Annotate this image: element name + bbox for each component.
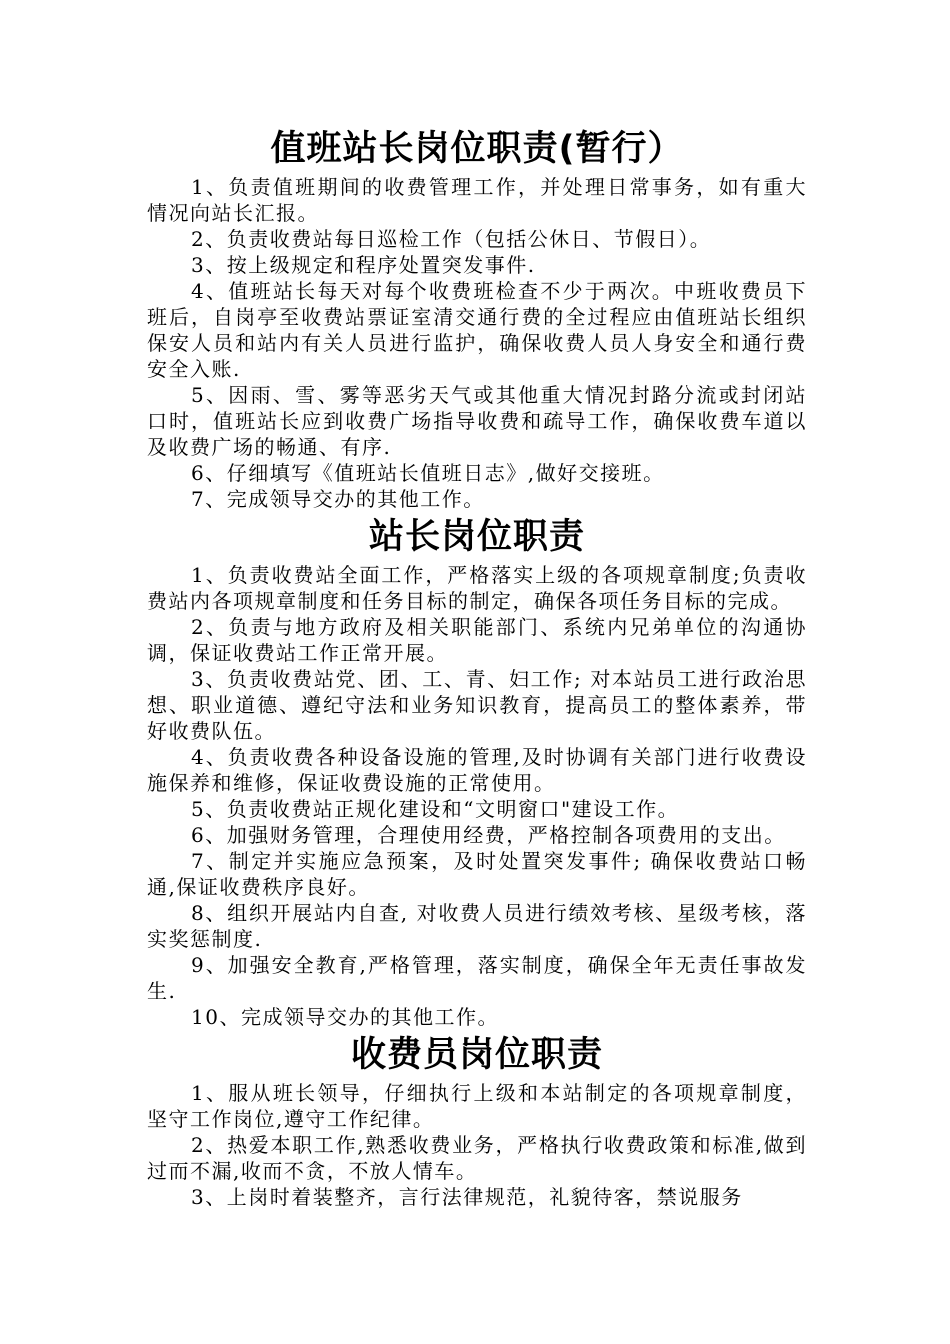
duty-item: 1、负责值班期间的收费管理工作，并处理日常事务，如有重大情况向站长汇报。 bbox=[147, 175, 807, 225]
duty-item: 5、负责收费站正规化建设和“文明窗口"建设工作。 bbox=[191, 797, 680, 821]
duty-item: 3、上岗时着装整齐，言行法律规范，礼貌待客，禁说服务 bbox=[191, 1185, 743, 1209]
section-toll-collector bbox=[147, 1030, 807, 1210]
duty-item: 3、按上级规定和程序处置突发事件. bbox=[191, 253, 536, 277]
duty-item: 1、负责收费站全面工作，严格落实上级的各项规章制度;负责收费站内各项规章制度和任务目标的制定，确保各项任务目标的完成。 bbox=[147, 563, 807, 613]
duty-item: 2、负责与地方政府及相关职能部门、系统内兄弟单位的沟通协调，保证收费站工作正常开展。 bbox=[147, 615, 807, 665]
duty-item: 1、服从班长领导，仔细执行上级和本站制定的各项规章制度，坚守工作岗位,遵守工作纪律。 bbox=[147, 1081, 807, 1131]
section-title: 站长岗位职责 bbox=[368, 517, 585, 557]
duty-item: 2、负责收费站每日巡检工作（包括公休日、节假日）。 bbox=[191, 227, 712, 251]
duty-item: 6、加强财务管理，合理使用经费，严格控制各项费用的支出。 bbox=[191, 823, 786, 847]
document-page bbox=[147, 124, 807, 1210]
duty-item: 4、负责收费各种设备设施的管理,及时协调有关部门进行收费设施保养和维修，保证收费设施的正常使用。 bbox=[147, 745, 807, 795]
duty-item: 7、制定并实施应急预案，及时处置突发事件; 确保收费站口畅通,保证收费秩序良好。 bbox=[147, 849, 807, 899]
duty-item: 10、完成领导交办的其他工作。 bbox=[191, 1005, 499, 1029]
section-title: 收费员岗位职责 bbox=[350, 1035, 603, 1075]
duty-item: 3、负责收费站党、团、工、青、妇工作; 对本站员工进行政治思想、职业道德、遵纪守法和业务知识教育，提高员工的整体素养，带好收费队伍。 bbox=[147, 667, 807, 743]
section-title: 值班站长岗位职责(暂行） bbox=[270, 129, 684, 169]
section-stationmaster bbox=[147, 512, 807, 1030]
duty-item: 6、仔细填写《值班站长值班日志》,做好交接班。 bbox=[191, 461, 665, 485]
duty-item: 7、完成领导交办的其他工作。 bbox=[191, 487, 485, 511]
duty-item: 2、热爱本职工作,熟悉收费业务，严格执行收费政策和标准,做到过而不漏,收而不贪，不放人情车。 bbox=[147, 1133, 807, 1183]
duty-item: 4、值班站长每天对每个收费班检查不少于两次。中班收费员下班后，自岗亭至收费站票证室清交通行费的全过程应由值班站长组织保安人员和站内有关人员进行监护，确保收费人员人身安全和通行费安全入账. bbox=[147, 279, 807, 381]
section-duty-stationmaster bbox=[147, 124, 807, 512]
duty-item: 8、组织开展站内自查, 对收费人员进行绩效考核、星级考核，落实奖惩制度. bbox=[147, 901, 807, 951]
duty-item: 5、因雨、雪、雾等恶劣天气或其他重大情况封路分流或封闭站口时，值班站长应到收费广场指导收费和疏导工作，确保收费车道以及收费广场的畅通、有序. bbox=[147, 383, 807, 459]
duty-item: 9、加强安全教育,严格管理，落实制度，确保全年无责任事故发生. bbox=[147, 953, 807, 1003]
